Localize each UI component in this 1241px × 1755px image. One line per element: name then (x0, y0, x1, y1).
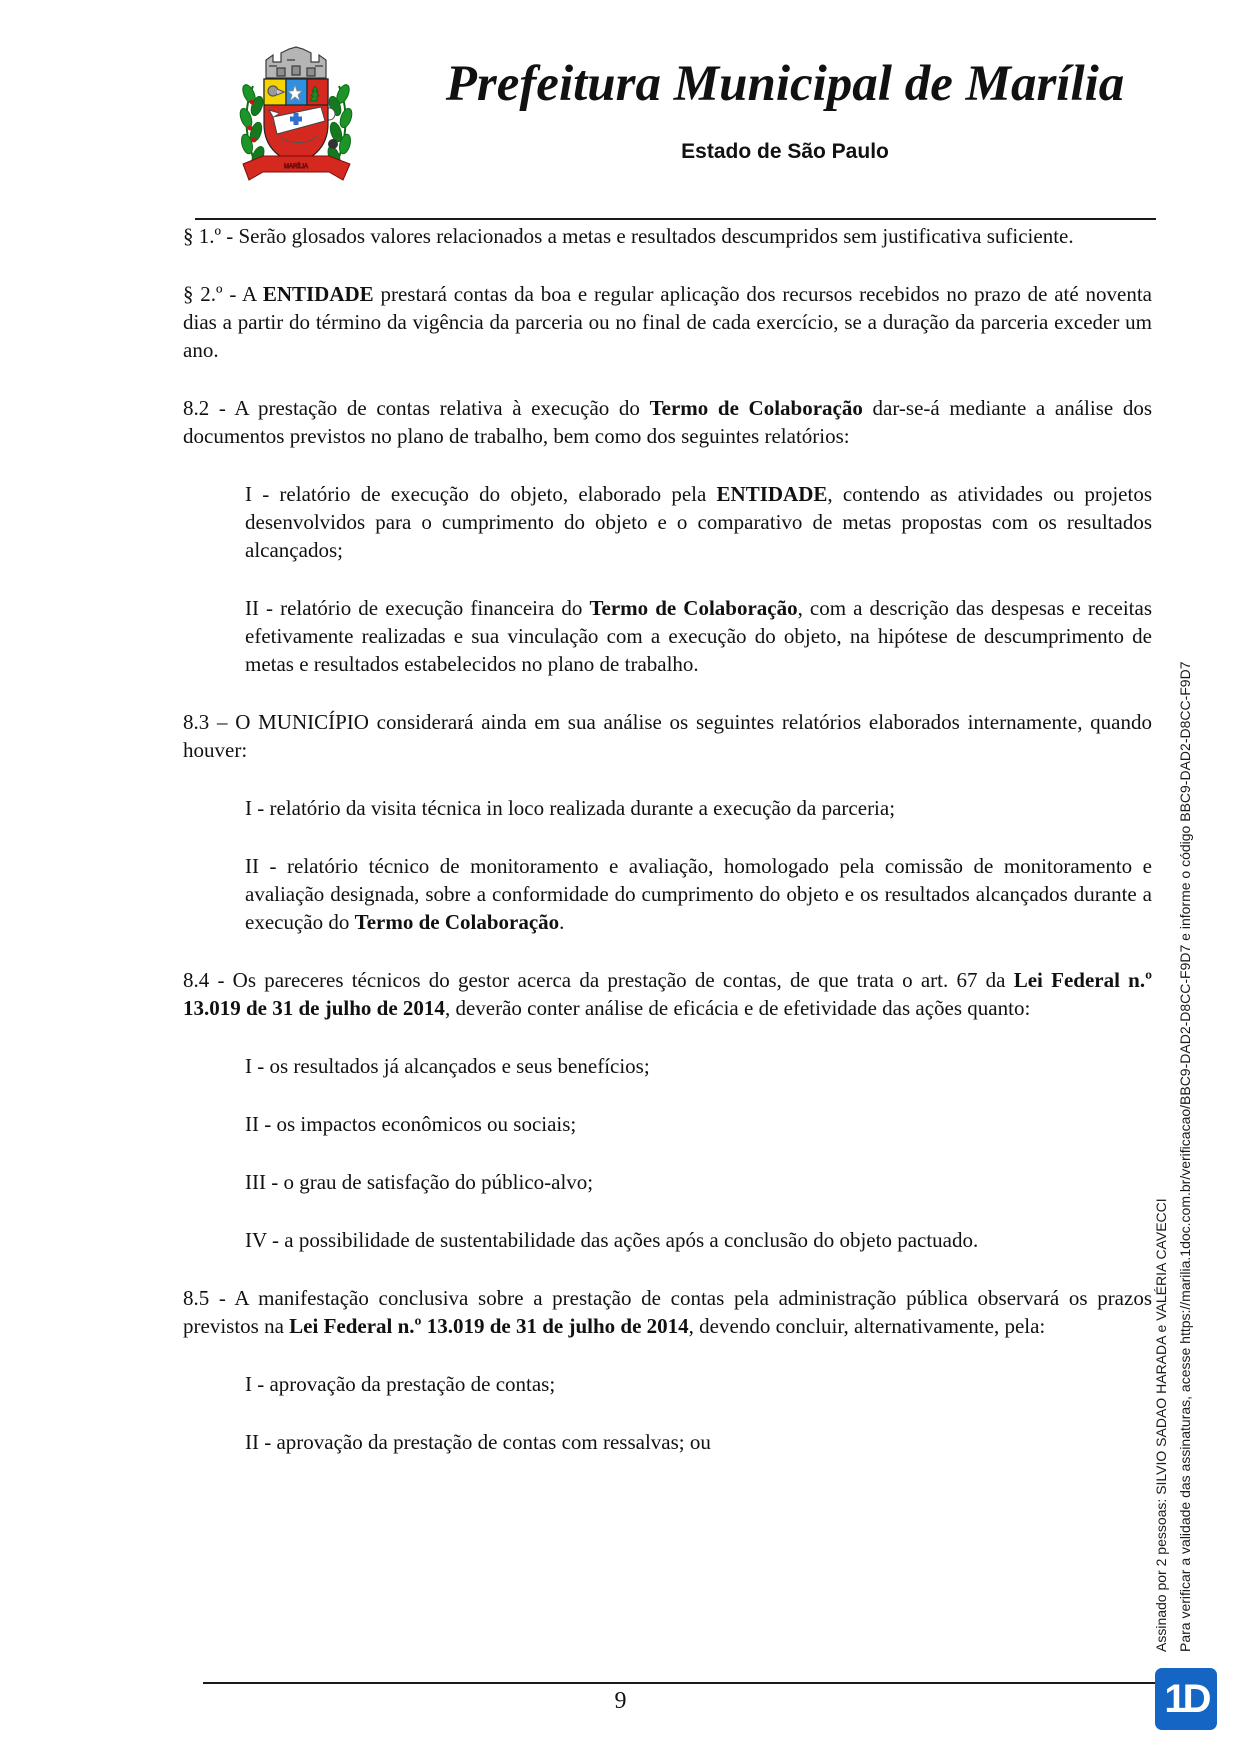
paragraph: III - o grau de satisfação do público-alvo; (245, 1170, 594, 1194)
header-divider (195, 218, 1156, 220)
footer-divider (203, 1682, 1155, 1684)
paragraph: II - relatório de execução financeira do Termo de Colaboração, com a descrição das despesas e receitas efetivamente realizadas e sua vinculação com a execução do objeto, na hipótese de descumprimento de metas e resultados estabelecidos no plano de trabalho. (245, 596, 1152, 676)
paragraph: 8.4 - Os pareceres técnicos do gestor acerca da prestação de contas, de que trata o art. 67 da Lei Federal n.º 13.019 de 31 de julho de 2014, deverão conter análise de eficácia e de efetividade das ações quanto: (183, 968, 1153, 1020)
paragraph: I - relatório de execução do objeto, elaborado pela ENTIDADE, contendo as atividades ou projetos desenvolvidos para o cumprimento do objeto e o comparativo de metas propostas com os resultados alcançados; (245, 482, 1152, 562)
paragraph: II - relatório técnico de monitoramento e avaliação, homologado pela comissão de monitoramento e avaliação designada, sobre a conformidade do cumprimento do objeto e os resultados alcançados durante a execução do Termo de Colaboração. (245, 854, 1152, 934)
onedoc-logo-icon: 1D (1155, 1668, 1217, 1730)
page-number: 9 (614, 1688, 627, 1714)
page-subtitle: Estado de São Paulo (681, 140, 889, 164)
page-title: Prefeitura Municipal de Marília (445, 56, 1125, 112)
paragraph: 8.5 - A manifestação conclusiva sobre a prestação de contas pela administração pública observará os prazos previstos na Lei Federal n.º 13.019 de 31 de julho de 2014, devendo concluir, alternativamente, pela: (183, 1286, 1152, 1338)
paragraph: I - relatório da visita técnica in loco realizada durante a execução da parceria; (245, 796, 896, 820)
paragraph: IV - a possibilidade de sustentabilidade das ações após a conclusão do objeto pactuado. (245, 1228, 979, 1252)
paragraph: § 2.º - A ENTIDADE prestará contas da boa e regular aplicação dos recursos recebidos no prazo de até noventa dias a partir do término da vigência da parceria ou no final de cada exercício, se a duração da parceria exceder um ano. (183, 282, 1152, 362)
paragraph: II - os impactos econômicos ou sociais; (245, 1112, 577, 1136)
paragraph: II - aprovação da prestação de contas com ressalvas; ou (245, 1430, 711, 1454)
paragraph: I - aprovação da prestação de contas; (245, 1372, 556, 1396)
paragraph: 8.2 - A prestação de contas relativa à execução do Termo de Colaboração dar-se-á mediante a análise dos documentos previstos no plano de trabalho, bem como dos seguintes relatórios: (183, 396, 1152, 448)
signature-info-vertical: Assinado por 2 pessoas: SILVIO SADAO HARADA e VALÉRIA CAVECCI (1153, 1198, 1169, 1652)
paragraph: I - os resultados já alcançados e seus benefícios; (245, 1054, 650, 1078)
paragraph: § 1.º - Serão glosados valores relacionados a metas e resultados descumpridos sem justificativa suficiente. (183, 224, 1074, 248)
signature-verification-vertical: Para verificar a validade das assinaturas, acesse https://marilia.1doc.com.br/verificacao/BBC9-DAD2-D8CC-F9D7 e informe o código BBC9-DAD2-D8CC-F9D7 (1177, 661, 1193, 1652)
coat-of-arms-icon (233, 44, 360, 192)
header (360, 56, 1210, 164)
crest-ribbon-text: MARÍLIA (283, 164, 309, 170)
paragraph: 8.3 – O MUNICÍPIO considerará ainda em sua análise os seguintes relatórios elaborados internamente, quando houver: (183, 710, 1152, 762)
document-body (183, 222, 1152, 1486)
